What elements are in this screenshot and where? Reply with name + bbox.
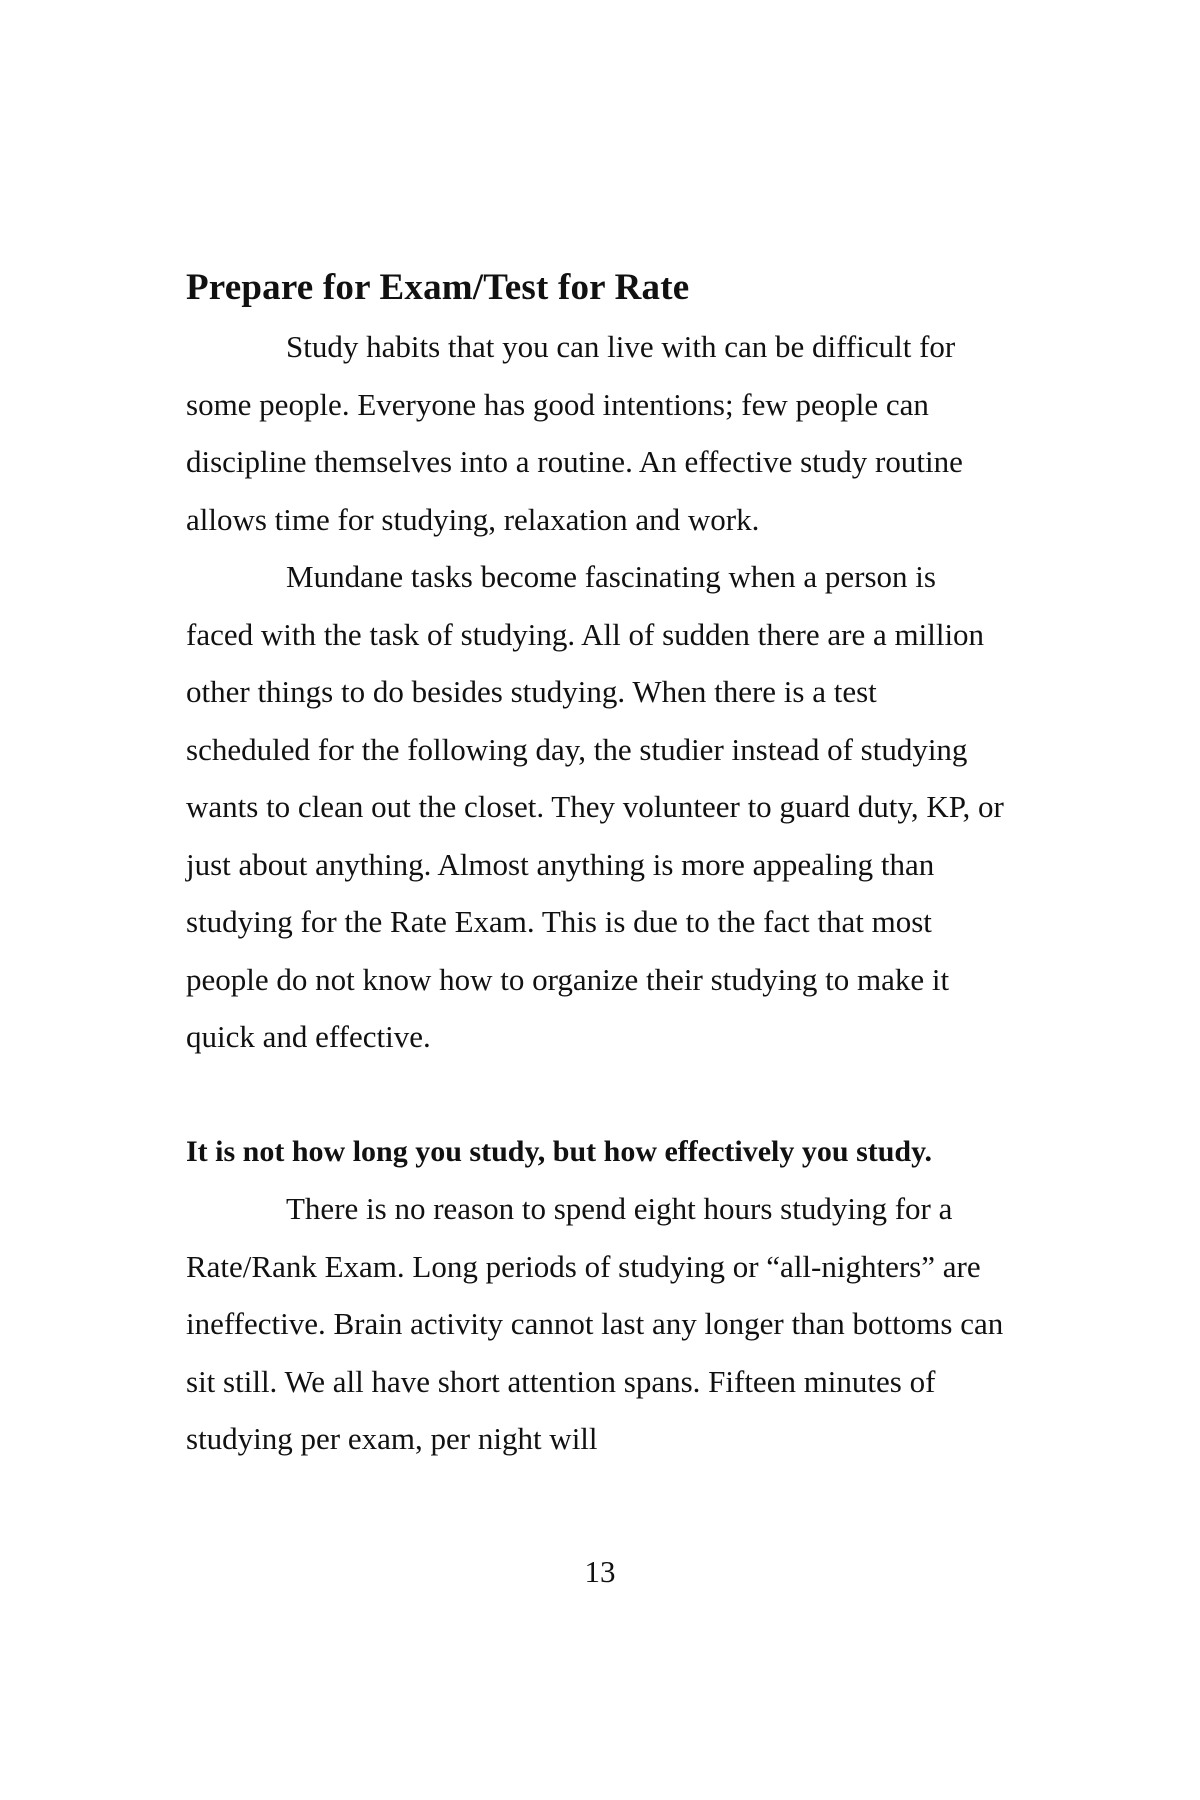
section-title: Prepare for Exam/Test for Rate <box>186 267 690 308</box>
page-number: 13 <box>584 1554 616 1589</box>
paragraph-3: There is no reason to spend eight hours studying for a Rate/Rank Exam. Long periods of studying or “all-nighters” are ineffective. Brain activity cannot last any longer than bottoms can sit still. We all have short attention spans. Fifteen minutes of studying per exam, per night will <box>186 1191 1004 1456</box>
sub-heading: It is not how long you study, but how effectively you study. <box>186 1134 932 1168</box>
paragraph-2: Mundane tasks become fascinating when a person is faced with the task of studying. All of sudden there are a million other things to do besides studying. When there is a test scheduled for the following day, the studier instead of studying wants to clean out the closet. They volunteer to guard duty, KP, or just about anything. Almost anything is more appealing than studying for the Rate Exam. This is due to the fact that most people do not know how to organize their studying to make it quick and effective. <box>186 559 1004 1054</box>
paragraph-1: Study habits that you can live with can be difficult for some people. Everyone has good intentions; few people can discipline themselves into a routine. An effective study routine allows time for studying, relaxation and work. <box>186 329 963 537</box>
page-content <box>186 258 1006 1468</box>
